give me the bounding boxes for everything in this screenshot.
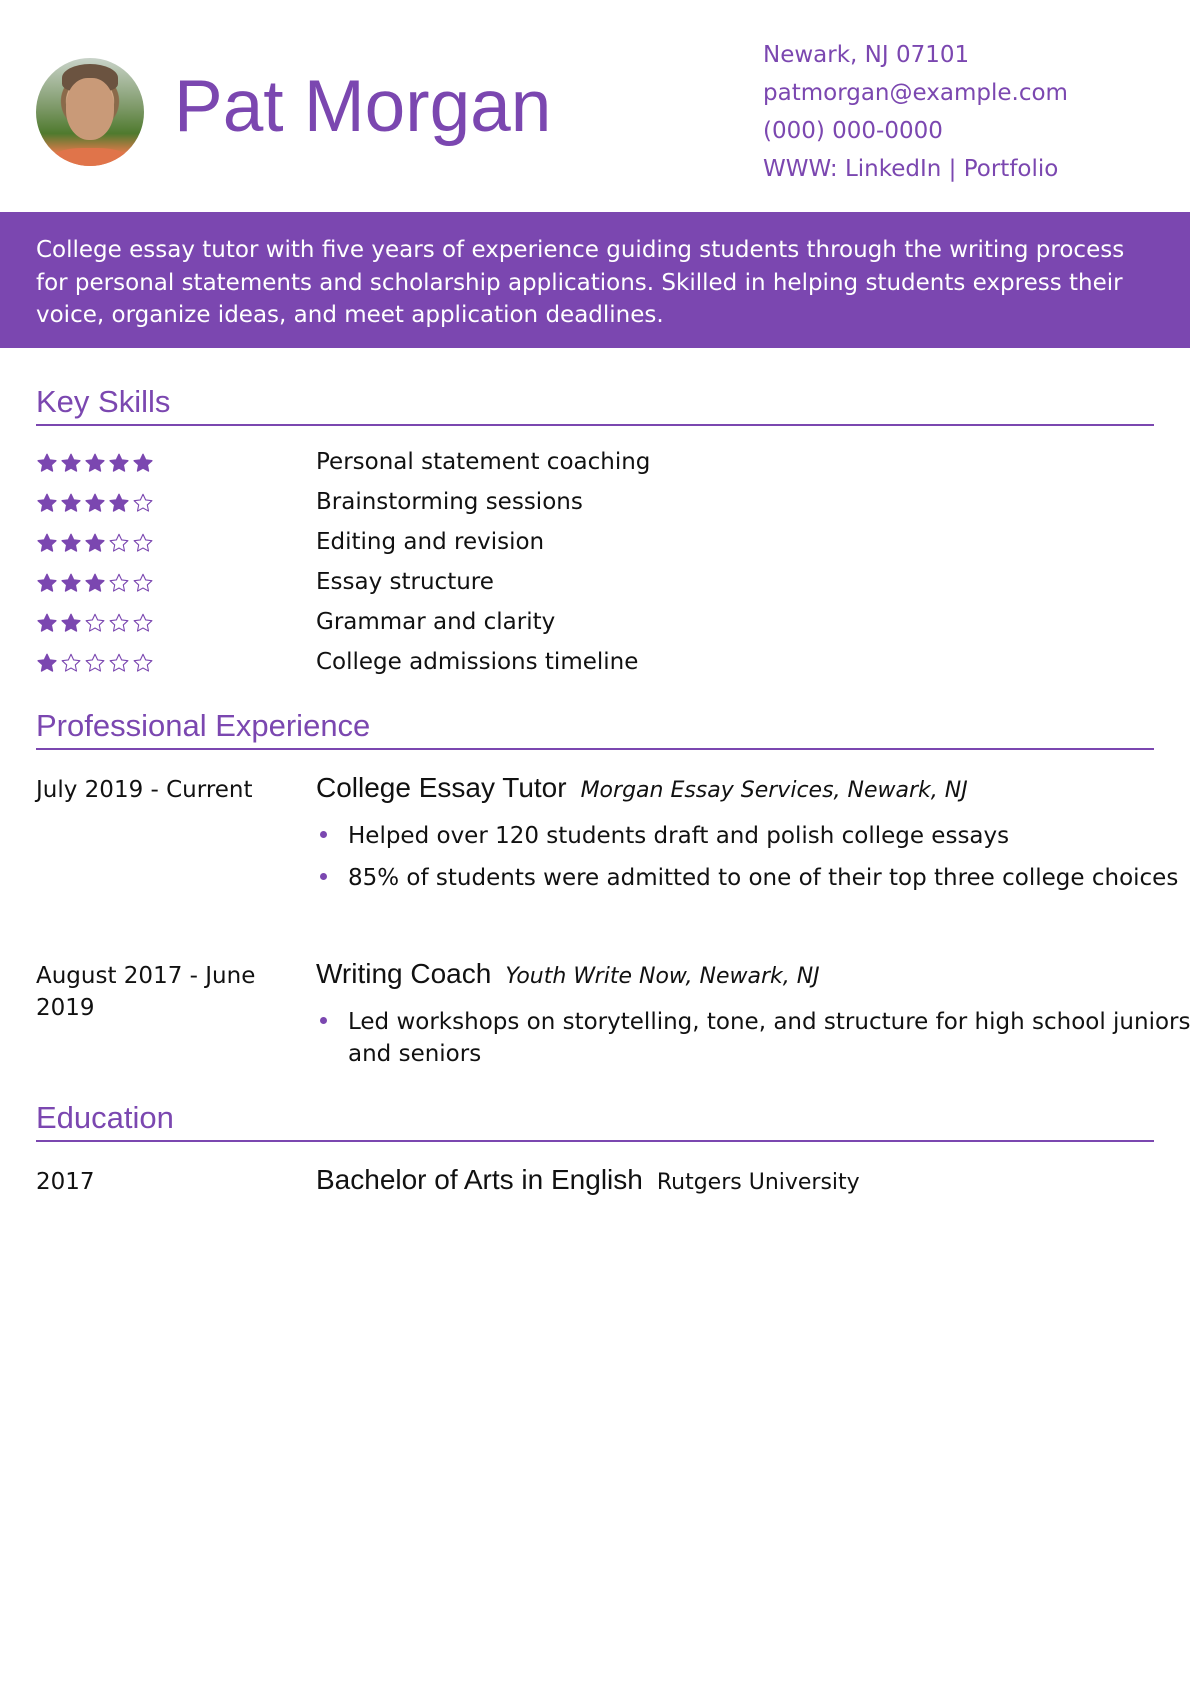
bullet-text: Helped over 120 students draft and polish college essays	[348, 823, 1010, 849]
skill-label: Essay structure	[316, 569, 494, 595]
bullet-icon	[320, 873, 327, 880]
section-title-education: Education	[36, 1098, 1154, 1142]
section-title-skills: Key Skills	[36, 382, 1154, 426]
star-empty-icon	[84, 612, 106, 634]
job-org: Youth Write Now, Newark, NJ	[505, 964, 820, 989]
portfolio-link[interactable]: Portfolio	[963, 156, 1059, 182]
job-heading	[316, 772, 968, 804]
rating-stars	[36, 652, 154, 674]
education-degree: Bachelor of Arts in English	[316, 1164, 643, 1195]
job-title: Writing Coach	[316, 958, 492, 989]
education-school: Rutgers University	[656, 1170, 860, 1195]
skill-row	[36, 444, 1154, 484]
skill-label: Brainstorming sessions	[316, 489, 583, 515]
star-empty-icon	[132, 532, 154, 554]
rating-stars	[36, 572, 154, 594]
star-filled-icon	[36, 572, 58, 594]
job-bullets	[316, 820, 1190, 904]
job-dates: August 2017 - June 2019	[36, 963, 256, 1021]
job-bullet	[316, 820, 1190, 852]
linkedin-link[interactable]: LinkedIn	[844, 156, 942, 182]
rating-stars	[36, 612, 154, 634]
job-bullet	[316, 862, 1190, 894]
profile-photo	[36, 58, 144, 166]
star-filled-icon	[84, 452, 106, 474]
star-empty-icon	[132, 492, 154, 514]
rating-stars	[36, 532, 154, 554]
star-filled-icon	[36, 652, 58, 674]
star-empty-icon	[108, 532, 130, 554]
skill-row	[36, 484, 1154, 524]
skills-section	[36, 382, 1154, 684]
skill-row	[36, 524, 1154, 564]
summary-band	[0, 212, 1190, 348]
education-year: 2017	[36, 1169, 95, 1195]
star-empty-icon	[108, 612, 130, 634]
web-prefix: WWW:	[763, 156, 845, 182]
rating-stars	[36, 492, 154, 514]
education-heading	[316, 1164, 860, 1196]
education-section	[36, 1098, 1154, 1198]
skills-list	[36, 444, 1154, 684]
star-filled-icon	[60, 452, 82, 474]
star-filled-icon	[60, 532, 82, 554]
photo-shirt	[50, 148, 130, 166]
skill-row	[36, 644, 1154, 684]
contact-address: Newark, NJ 07101	[763, 42, 970, 68]
skill-row	[36, 604, 1154, 644]
star-empty-icon	[108, 652, 130, 674]
rating-stars	[36, 452, 154, 474]
star-empty-icon	[108, 572, 130, 594]
summary-text: College essay tutor with five years of experience guiding students through the writing process for personal statements and scholarship applications. Skilled in helping students express their voice, organize ideas, and meet application deadlines.	[36, 237, 1125, 328]
section-title-experience: Professional Experience	[36, 706, 1154, 750]
photo-face	[66, 78, 114, 140]
star-filled-icon	[84, 572, 106, 594]
star-empty-icon	[60, 652, 82, 674]
star-filled-icon	[60, 492, 82, 514]
star-filled-icon	[108, 492, 130, 514]
star-filled-icon	[36, 452, 58, 474]
contact-email[interactable]: patmorgan@example.com	[763, 80, 1068, 106]
skill-label: Grammar and clarity	[316, 609, 556, 635]
link-separator: |	[941, 156, 964, 182]
star-empty-icon	[84, 652, 106, 674]
job-bullets	[316, 1006, 1190, 1080]
job-title: College Essay Tutor	[316, 772, 567, 803]
star-filled-icon	[60, 572, 82, 594]
star-filled-icon	[60, 612, 82, 634]
star-filled-icon	[84, 492, 106, 514]
bullet-text: Led workshops on storytelling, tone, and structure for high school juniors and seniors	[348, 1009, 1190, 1067]
job-org: Morgan Essay Services, Newark, NJ	[580, 778, 968, 803]
contact-block	[763, 36, 1068, 188]
bullet-text: 85% of students were admitted to one of their top three college choices	[348, 865, 1179, 891]
skill-row	[36, 564, 1154, 604]
bullet-icon	[320, 1017, 327, 1024]
star-filled-icon	[36, 532, 58, 554]
job-heading	[316, 958, 820, 990]
resume-header	[0, 0, 1190, 212]
job-dates: July 2019 - Current	[36, 777, 253, 803]
bullet-icon	[320, 831, 327, 838]
star-filled-icon	[84, 532, 106, 554]
experience-section	[36, 706, 1190, 1106]
star-empty-icon	[132, 572, 154, 594]
star-filled-icon	[36, 492, 58, 514]
star-empty-icon	[132, 612, 154, 634]
job-bullet	[316, 1006, 1190, 1070]
star-empty-icon	[132, 652, 154, 674]
candidate-name: Pat Morgan	[174, 66, 552, 147]
star-filled-icon	[132, 452, 154, 474]
skill-label: College admissions timeline	[316, 649, 639, 675]
skill-label: Personal statement coaching	[316, 449, 651, 475]
star-filled-icon	[108, 452, 130, 474]
contact-web	[763, 150, 1068, 188]
star-filled-icon	[36, 612, 58, 634]
contact-phone: (000) 000-0000	[763, 118, 943, 144]
skill-label: Editing and revision	[316, 529, 545, 555]
